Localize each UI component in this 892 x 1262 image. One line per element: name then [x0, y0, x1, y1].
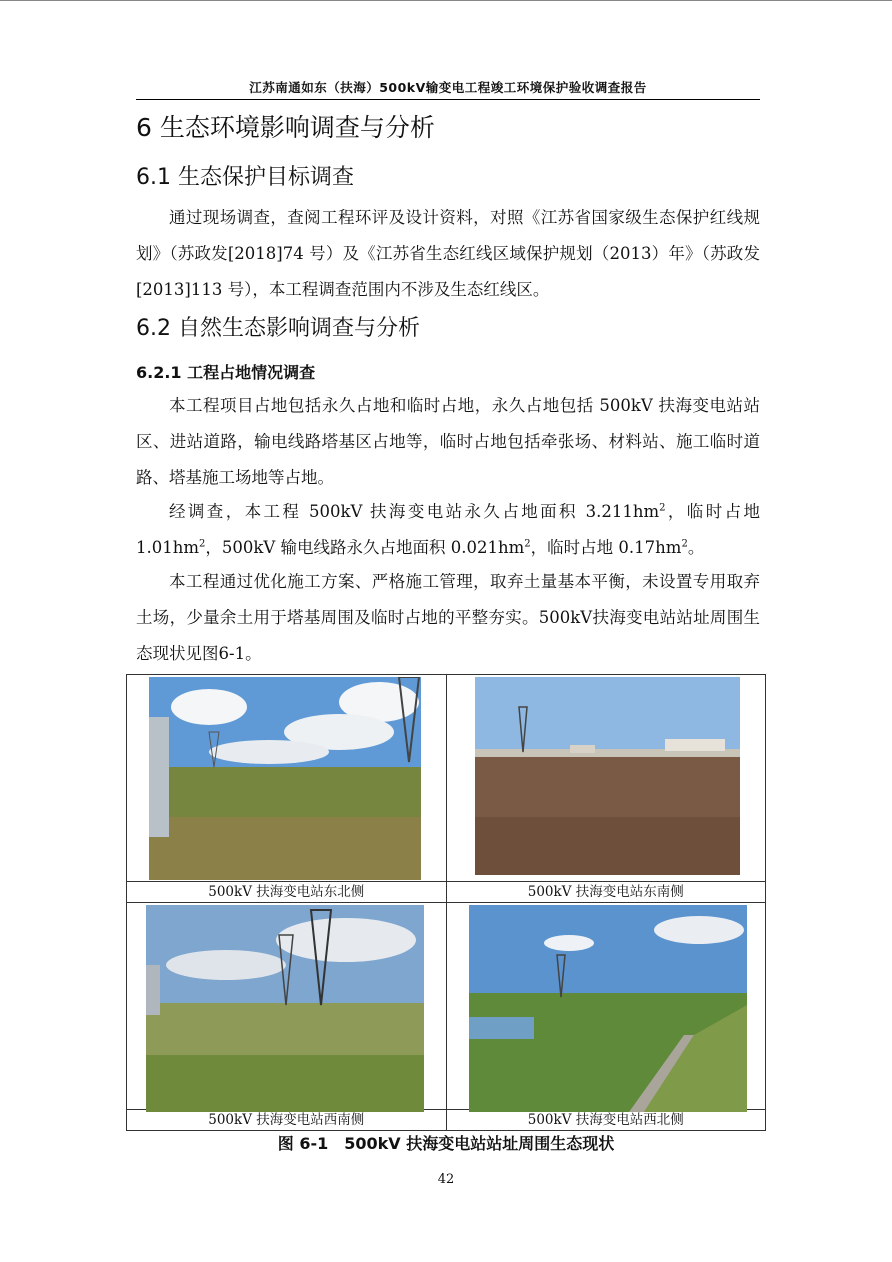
- subsection-6-2-1-title: 6.2.1 工程占地情况调查: [136, 363, 316, 382]
- figure-caption: 图 6-1 500kV 扶海变电站站址周围生态现状: [277, 1134, 615, 1153]
- photo-northwest: [469, 905, 747, 1112]
- photo-caption-southeast: 500kV 扶海变电站东南侧: [446, 881, 766, 902]
- running-header: 江苏南通如东（扶海）500kV输变电工程竣工环境保护验收调查报告: [249, 80, 647, 95]
- photo-cell-southeast: [446, 675, 766, 882]
- figure-6-1-photo-table: [126, 674, 766, 1131]
- photo-northeast: [149, 677, 421, 880]
- land-use-paragraph-1: 本工程项目占地包括永久占地和临时占地，永久占地包括 500kV 扶海变电站站区、进站道路，输电线路塔基区占地等，临时占地包括牵张场、材料站、施工临时道路、塔基施工场地等占地。: [136, 396, 760, 487]
- photo-caption-southwest: 500kV 扶海变电站西南侧: [127, 1109, 447, 1130]
- section-6-1-title: 6.1 生态保护目标调查: [136, 165, 354, 190]
- photo-cell-northwest: [446, 902, 766, 1109]
- photo-caption-northeast: 500kV 扶海变电站东北侧: [127, 881, 447, 902]
- section-6-2-title: 6.2 自然生态影响调查与分析: [136, 316, 420, 341]
- chapter-title: 6 生态环境影响调查与分析: [136, 113, 435, 142]
- land-use-paragraph-3: 本工程通过优化施工方案、严格施工管理，取弃土量基本平衡，未设置专用取弃土场，少量余土用于塔基周围及临时占地的平整夯实。500kV扶海变电站站址周围生态现状见图6-1。: [136, 572, 760, 663]
- header-rule: [136, 99, 760, 100]
- page-top-border: [0, 0, 892, 1]
- photo-caption-northwest: 500kV 扶海变电站西北侧: [446, 1109, 766, 1130]
- photo-cell-northeast: [127, 675, 447, 882]
- section-6-1-paragraph: 通过现场调查，查阅工程环评及设计资料，对照《江苏省国家级生态保护红线规划》（苏政发[2018]74 号）及《江苏省生态红线区域保护规划（2013）年》（苏政发[2013]113 号），本工程调查范围内不涉及生态红线区。: [136, 208, 760, 299]
- land-use-paragraph-2: 经调查，本工程 500kV 扶海变电站永久占地面积 $3.211hm^2$，临时占地 $1.01hm^2$，500kV 输电线路永久占地面积 $0.021hm^2$，临时占地 $0.17hm^2$。: [136, 502, 760, 557]
- photo-southwest: [146, 905, 424, 1112]
- page-number: 42: [437, 1172, 455, 1187]
- photo-southeast: [475, 677, 740, 875]
- photo-cell-southwest: [127, 902, 447, 1109]
